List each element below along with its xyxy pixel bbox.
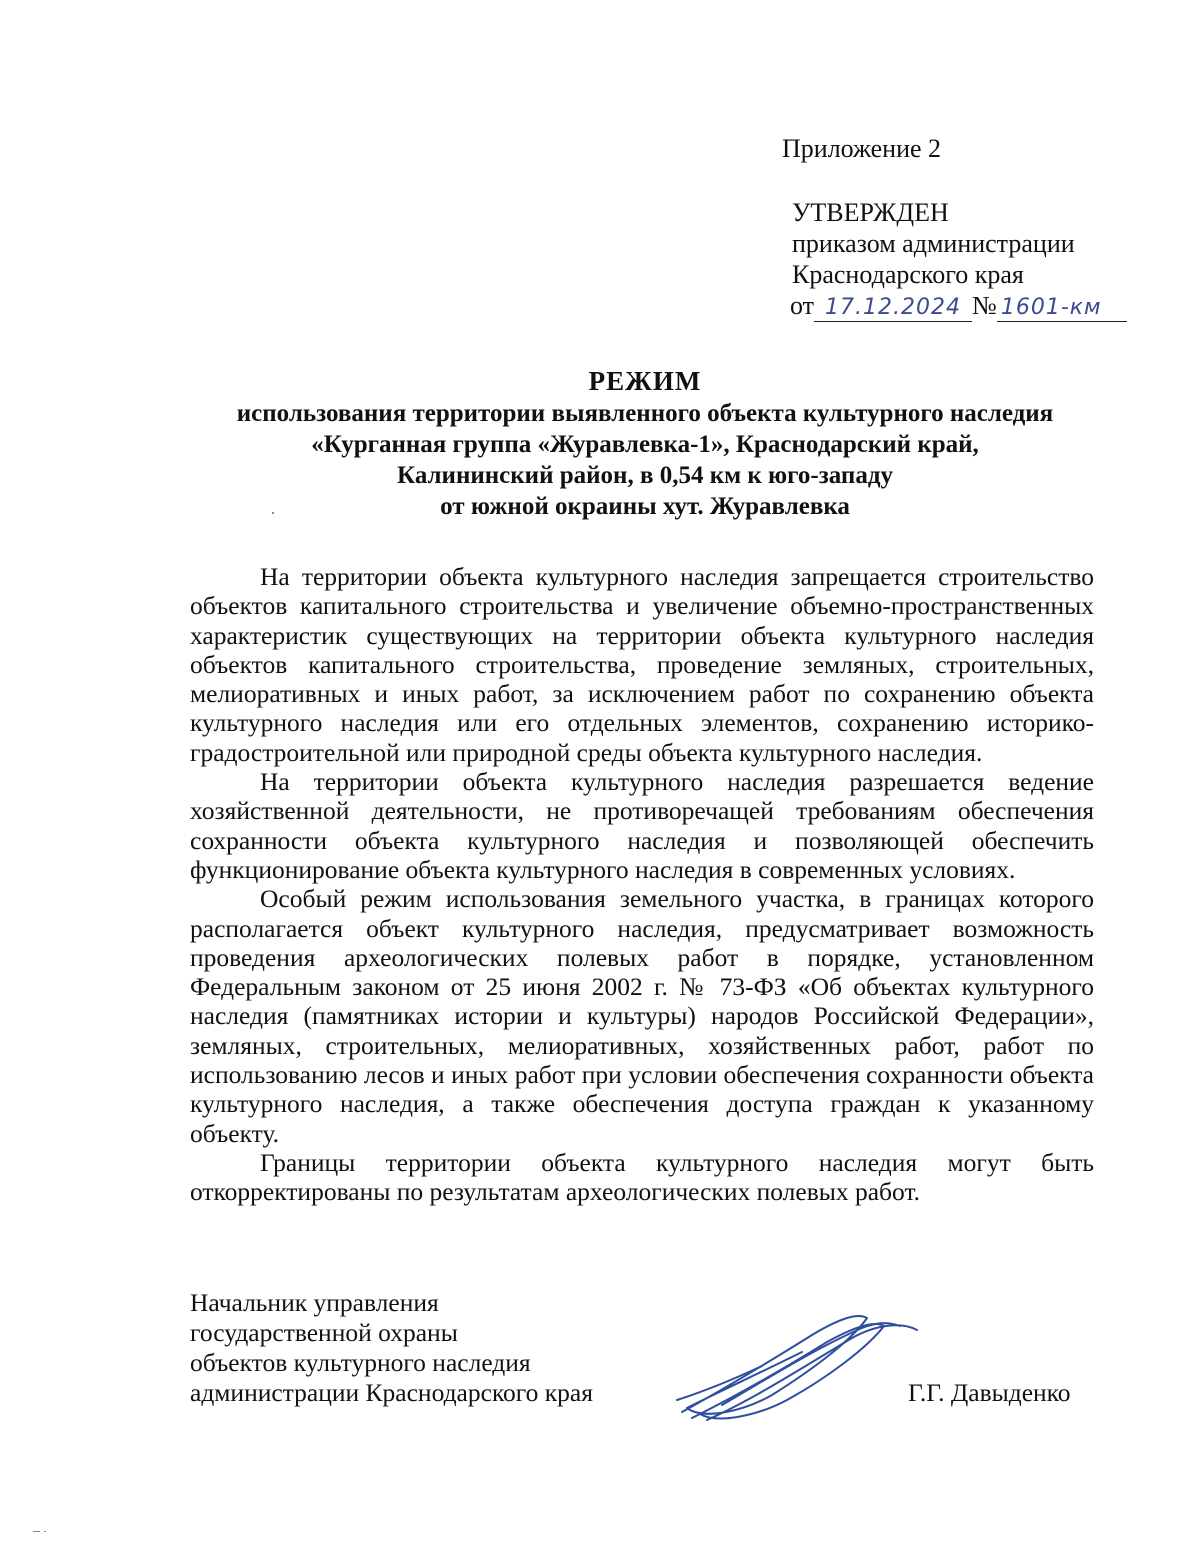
number-prefix: № bbox=[972, 291, 997, 320]
position-line-1: Начальник управления bbox=[190, 1288, 439, 1317]
approval-order-by: приказом администрации bbox=[792, 229, 1075, 258]
title-line-2: «Курганная группа «Журавлевка-1», Краснодарский край, bbox=[311, 431, 979, 458]
handwritten-signature bbox=[662, 1300, 932, 1430]
scan-speck bbox=[33, 1531, 40, 1532]
document-title bbox=[190, 366, 1100, 522]
position-line-3: объектов культурного наследия bbox=[190, 1348, 531, 1377]
signer-name: Г.Г. Давыденко bbox=[908, 1378, 1071, 1407]
scan-speck bbox=[44, 1531, 46, 1532]
paragraph-prohibitions: На территории объекта культурного наследия запрещается строительство объектов капитального строительства и увеличение объемно-пространственных характеристик существующих на территории объекта культурного наследия объектов капитального строительства, проведение земляных, строительных, мелиоративных и иных работ, за исключением работ по сохранению объекта культурного наследия или его отдельных элементов, сохранению историко-градостроительной или природной среды объекта культурного наследия. bbox=[190, 562, 1094, 767]
title-line-3: Калининский район, в 0,54 км к юго-западу bbox=[397, 462, 893, 489]
approval-heading: УТВЕРЖДЕН bbox=[792, 198, 949, 227]
approval-authority: Краснодарского края bbox=[792, 260, 1024, 289]
handwritten-number: 1601-км bbox=[997, 295, 1127, 322]
annex-label: Приложение 2 bbox=[782, 134, 942, 163]
position-line-4: администрации Краснодарского края bbox=[190, 1378, 593, 1407]
title-main: РЕЖИМ bbox=[588, 366, 702, 396]
handwritten-date: 17.12.2024 bbox=[814, 295, 972, 322]
approval-date-number bbox=[790, 290, 1127, 322]
approval-stamp bbox=[792, 197, 1127, 322]
paragraph-boundaries: Границы территории объекта культурного наследия могут быть откорректированы по результатам археологических полевых работ. bbox=[190, 1147, 1094, 1207]
paragraph-permitted-activity: На территории объекта культурного наследия разрешается ведение хозяйственной деятельности, не противоречащей требованиям обеспечения сохранности объекта культурного наследия и позволяющей обеспечить функционирование объекта культурного наследия в современных условиях. bbox=[190, 767, 1094, 884]
date-prefix: от bbox=[790, 291, 815, 320]
scan-speck bbox=[272, 512, 274, 514]
title-line-4: от южной окраины хут. Журавлевка bbox=[440, 493, 850, 520]
title-line-1: использования территории выявленного объекта культурного наследия bbox=[236, 400, 1054, 427]
paragraph-special-regime: Особый режим использования земельного участка, в границах которого располагается объект культурного наследия, предусматривает возможность проведения археологических полевых работ в порядке, установленном Федеральным законом от 25 июня 2002 г. № 73-ФЗ «Об объектах культурного наследия (памятниках истории и культуры) народов Российской Федерации», земляных, строительных, мелиоративных, хозяйственных работ, работ по использованию лесов и иных работ при условии обеспечения сохранности объекта культурного наследия, а также обеспечения доступа граждан к указанному объекту. bbox=[190, 884, 1094, 1148]
position-line-2: государственной охраны bbox=[190, 1318, 458, 1347]
document-body bbox=[190, 562, 1094, 1207]
signatory-position bbox=[190, 1288, 593, 1408]
